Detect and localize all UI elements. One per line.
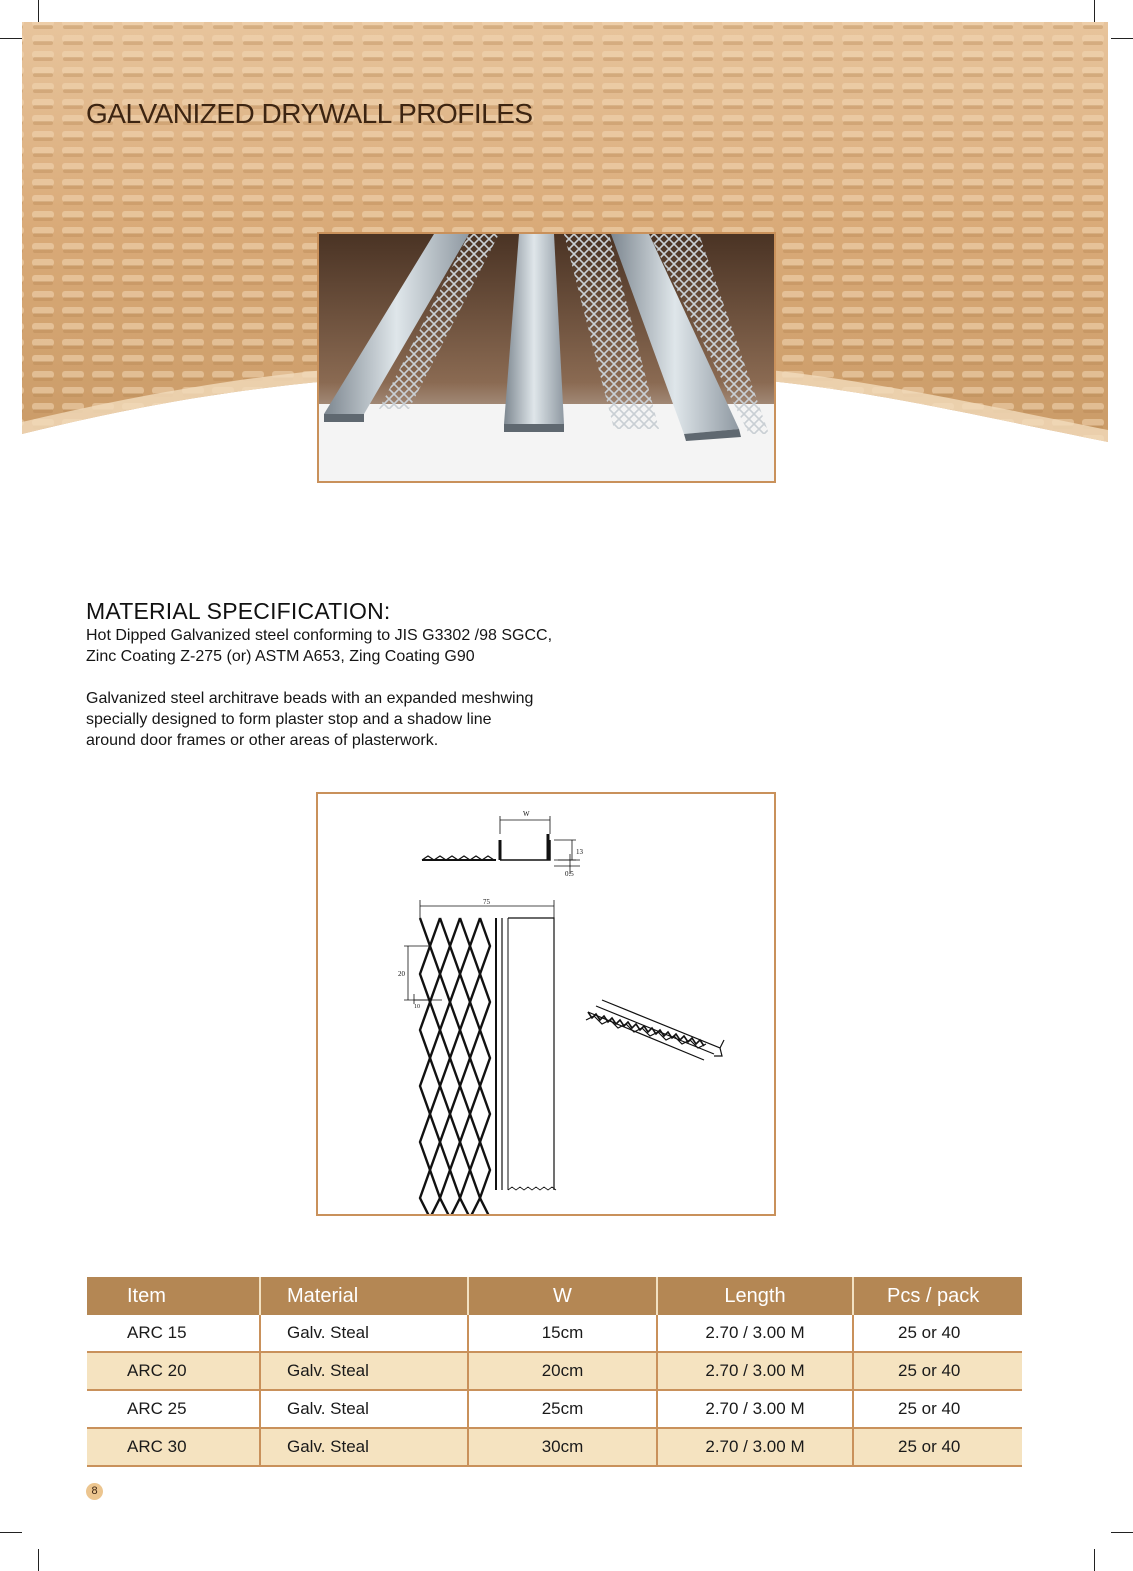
page-title: GALVANIZED DRYWALL PROFILES [86,98,533,129]
cell-item: ARC 15 [87,1315,260,1352]
cell-length: 2.70 / 3.00 M [657,1352,853,1390]
cell-w: 25cm [468,1390,657,1428]
profile-photo-image [319,234,774,481]
dim-label: 10 [414,1004,420,1010]
cell-item: ARC 30 [87,1428,260,1466]
column-header-item: Item [87,1277,260,1315]
product-table [87,1277,1022,1467]
column-header-length: Length [657,1277,853,1315]
dim-label: W [523,810,530,818]
column-header-w: W [468,1277,657,1315]
profile-drawing-image [318,794,774,1214]
cell-length: 2.70 / 3.00 M [657,1390,853,1428]
cell-w: 20cm [468,1352,657,1390]
table-header-row [87,1277,1022,1315]
cross-section [422,816,580,874]
cell-material: Galv. Steal [260,1428,468,1466]
cell-pcs-pack: 25 or 40 [853,1428,1022,1466]
spec-description-line: around door frames or other areas of plasterwork. [86,732,439,749]
spec-line: Hot Dipped Galvanized steel conforming to JIS G3302 /98 SGCC, [86,627,553,644]
cell-pcs-pack: 25 or 40 [853,1315,1022,1352]
cell-pcs-pack: 25 or 40 [853,1390,1022,1428]
cell-pcs-pack: 25 or 40 [853,1352,1022,1390]
material-specification [86,598,706,751]
column-header-pcs-pack: Pcs / pack [853,1277,1022,1315]
cell-length: 2.70 / 3.00 M [657,1315,853,1352]
mesh-pattern [420,918,490,1214]
table-row [87,1390,1022,1428]
cell-w: 15cm [468,1315,657,1352]
page-number: 8 [86,1483,103,1500]
cell-length: 2.70 / 3.00 M [657,1428,853,1466]
spec-heading: MATERIAL SPECIFICATION: [86,598,391,624]
dim-label: 13 [576,848,583,856]
table-row [87,1315,1022,1352]
front-view [404,900,556,1190]
column-header-material: Material [260,1277,468,1315]
crop-mark [0,1532,22,1533]
dim-label: 20 [398,970,405,978]
crop-mark [38,1549,39,1571]
cell-material: Galv. Steal [260,1390,468,1428]
table-row [87,1428,1022,1466]
table-row [87,1352,1022,1390]
spec-description-line: Galvanized steel architrave beads with an expanded meshwing [86,690,534,707]
cell-material: Galv. Steal [260,1352,468,1390]
product-photo [317,232,776,483]
spec-line: Zinc Coating Z-275 (or) ASTM A653, Zing Coating G90 [86,648,475,665]
cell-item: ARC 20 [87,1352,260,1390]
dim-label: 75 [483,898,490,906]
spec-description-line: specially designed to form plaster stop and a shadow line [86,711,492,728]
crop-mark [1094,1549,1095,1571]
cell-item: ARC 25 [87,1390,260,1428]
dim-label: 0.5 [565,870,574,878]
cell-material: Galv. Steal [260,1315,468,1352]
crop-mark [1111,1532,1133,1533]
technical-drawing [316,792,776,1216]
isometric-view [586,1000,724,1060]
cell-w: 30cm [468,1428,657,1466]
